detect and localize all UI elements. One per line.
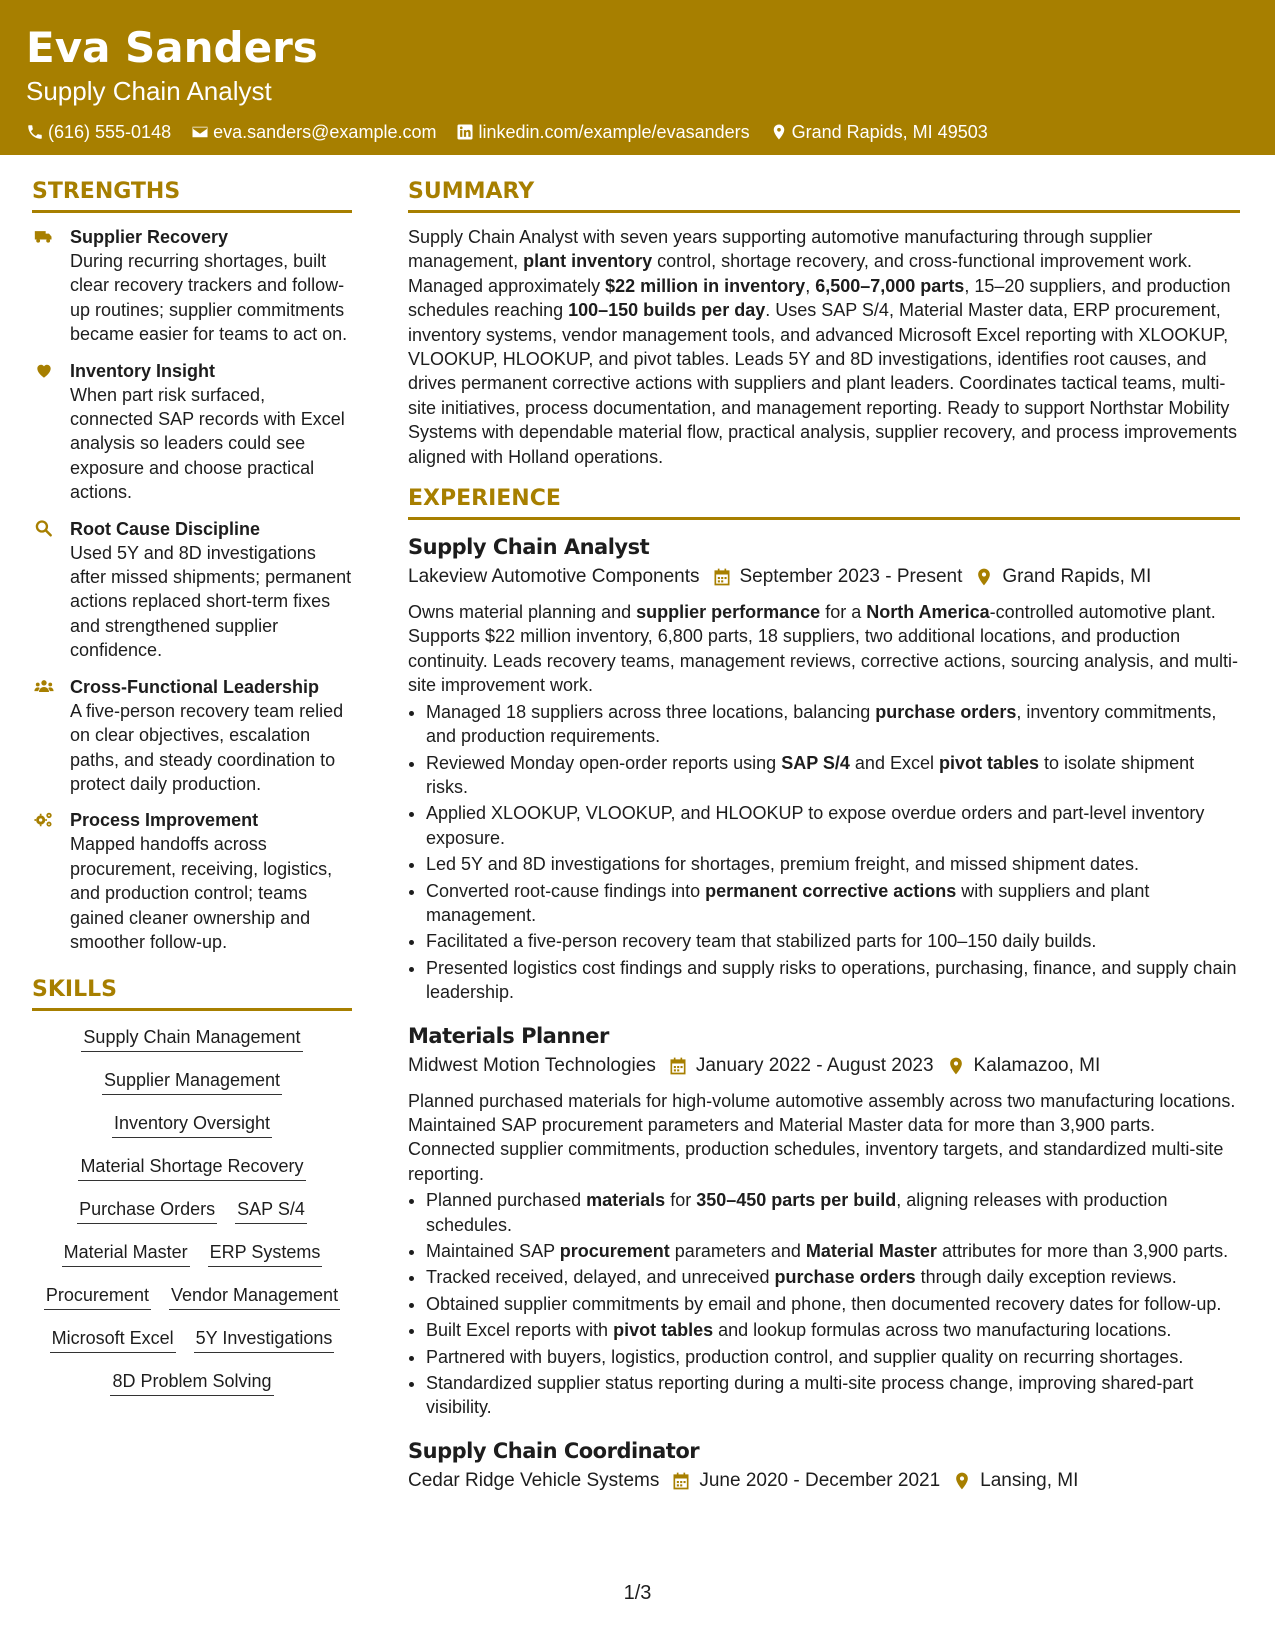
strength-title: Process Improvement — [70, 810, 259, 831]
skill-tag: Material Shortage Recovery — [78, 1154, 305, 1181]
bold-text: 6,500–7,000 parts — [815, 275, 965, 296]
text-segment: and lookup formulas across two manufacturing locations. — [713, 1320, 1172, 1341]
calendar-icon — [712, 567, 732, 587]
skill-tag: Supplier Management — [102, 1068, 282, 1095]
text-segment: , inventory commitments, and production requirements. — [426, 701, 1217, 747]
skill-tag: SAP S/4 — [235, 1197, 307, 1224]
text-segment: Built Excel reports with — [426, 1320, 614, 1341]
strength-item — [32, 808, 352, 954]
contact-location — [770, 120, 988, 144]
job-meta — [408, 1466, 1240, 1496]
text-segment: Maintained SAP — [426, 1241, 560, 1261]
strength-desc: During recurring shortages, built clear recovery trackers and follow-up routines; supplier commitments became easier for teams to act on. — [70, 251, 348, 345]
gears-icon — [32, 810, 56, 830]
contact-email[interactable] — [191, 120, 436, 144]
strength-body — [70, 675, 352, 797]
envelope-icon — [191, 123, 209, 141]
strength-icon-wrap — [32, 517, 58, 663]
list-item — [426, 929, 1240, 953]
text-segment: Planned purchased materials for high-volume automotive assembly across two manufacturing locations. Maintained SAP procurement parameters and Material Master data for more than 3,900 parts. Connected supplier commitments, production schedules, inventory targets, and standardized multi-site reporting. — [408, 1090, 1236, 1184]
bold-text: North America — [866, 602, 990, 623]
map-marker-icon — [770, 123, 788, 141]
text-segment: , aligning releases with production schedules. — [426, 1190, 1168, 1235]
skill-tag: Supply Chain Management — [81, 1025, 302, 1052]
strength-desc: A five-person recovery team relied on clear objectives, escalation paths, and steady coordination to protect daily production. — [70, 700, 344, 794]
text-segment: for a — [820, 602, 867, 623]
list-item — [426, 1318, 1240, 1342]
strengths-list — [32, 225, 352, 954]
users-icon — [32, 677, 56, 697]
strength-icon-wrap — [32, 808, 58, 954]
text-segment: Obtained supplier commitments by email and phone, then documented recovery dates for follow-up. — [426, 1293, 1222, 1314]
bold-text: supplier performance — [636, 602, 821, 623]
list-item — [426, 1239, 1240, 1263]
list-item — [426, 956, 1240, 1005]
bold-text: Material Master — [805, 1241, 937, 1261]
skill-tag: Procurement — [44, 1283, 151, 1310]
list-item — [426, 1292, 1240, 1316]
strength-body — [70, 808, 352, 954]
right-column — [408, 178, 1240, 1512]
job-bullets — [408, 700, 1240, 1005]
strength-item — [32, 359, 352, 505]
calendar-icon — [671, 1471, 691, 1491]
job-title: Supply Chain Analyst — [408, 535, 650, 560]
map-marker-icon — [952, 1471, 972, 1491]
strength-body — [70, 225, 352, 347]
skills-list — [32, 1023, 352, 1396]
text-segment: for — [665, 1190, 697, 1211]
list-item — [426, 1265, 1240, 1289]
strength-title: Inventory Insight — [70, 360, 216, 381]
strength-item — [32, 517, 352, 663]
text-segment: Led 5Y and 8D investigations for shortages, premium freight, and missed shipment dates. — [426, 854, 1140, 875]
text-segment: and Excel — [849, 752, 939, 773]
strength-icon-wrap — [32, 359, 58, 505]
job-dates: September 2023 - Present — [739, 566, 963, 588]
text-segment: control, shortage recovery, and cross-functional improvement work. Managed approximately — [408, 251, 1192, 296]
text-segment: Applied XLOOKUP, VLOOKUP, and HLOOKUP to expose overdue orders and part-level inventory exposure. — [426, 803, 1205, 848]
candidate-role: Supply Chain Analyst — [26, 76, 272, 106]
bold-text: 100–150 builds per day — [568, 300, 766, 321]
strength-icon-wrap — [32, 675, 58, 797]
job-location: Lansing, MI — [980, 1469, 1079, 1491]
job-location: Kalamazoo, MI — [973, 1054, 1101, 1076]
text-segment: attributes for more than 3,900 parts. — [936, 1241, 1229, 1261]
skill-tag: 8D Problem Solving — [110, 1369, 273, 1396]
text-segment: Tracked received, delayed, and unreceived — [426, 1267, 775, 1288]
bold-text: SAP S/4 — [781, 752, 850, 773]
list-item — [426, 801, 1240, 850]
list-item — [426, 751, 1240, 800]
bold-text: $22 million in inventory — [605, 275, 806, 296]
job-meta — [408, 562, 1240, 592]
bold-text: pivot tables — [613, 1320, 714, 1341]
experience-heading: EXPERIENCE — [408, 485, 1240, 520]
job-title: Supply Chain Coordinator — [408, 1438, 700, 1463]
skills-heading: SKILLS — [32, 976, 352, 1011]
experience-list — [408, 532, 1240, 1496]
text-segment: Supply Chain Analyst with seven years supporting automotive manufacturing through supplier management, — [408, 227, 1153, 272]
text-segment: Partnered with buyers, logistics, production control, and supplier quality on recurring shortages. — [426, 1346, 1184, 1367]
skill-tag: Vendor Management — [169, 1283, 340, 1310]
list-item — [426, 1371, 1240, 1420]
skill-tag: Purchase Orders — [77, 1197, 217, 1224]
strength-item — [32, 675, 352, 797]
text-segment: -controlled automotive plant. Supports $22 million inventory, 6,800 parts, 18 suppliers, two additional locations, and production continuity. Leads recovery teams, management reviews, corrective actions, sourcing analysis, and multi-site improvement work. — [408, 602, 1239, 696]
bold-text: purchase orders — [774, 1267, 916, 1288]
list-item — [426, 852, 1240, 876]
job-title: Materials Planner — [408, 1023, 609, 1048]
strength-title: Cross-Functional Leadership — [70, 676, 320, 697]
strength-desc: When part risk surfaced, connected SAP records with Excel analysis so leaders could see exposure and choose practical actions. — [70, 384, 345, 503]
skill-tag: 5Y Investigations — [194, 1326, 335, 1353]
phone-icon — [26, 123, 44, 141]
map-marker-icon — [946, 1056, 966, 1076]
candidate-name: Eva Sanders — [26, 23, 318, 72]
job-location: Grand Rapids, MI — [1002, 566, 1152, 588]
job-dates: June 2020 - December 2021 — [699, 1469, 941, 1491]
bold-text: purchase orders — [875, 701, 1017, 722]
bold-text: plant inventory — [523, 251, 653, 272]
email-text: eva.sanders@example.com — [213, 122, 437, 142]
strength-body — [70, 359, 352, 505]
bold-text: procurement — [559, 1241, 670, 1261]
strength-body — [70, 517, 352, 663]
location-text: Grand Rapids, MI 49503 — [791, 122, 988, 142]
linkedin-icon — [456, 123, 474, 141]
text-segment: Planned purchased — [426, 1190, 587, 1211]
bold-text: pivot tables — [938, 752, 1040, 773]
bold-text: 350–450 parts per build — [696, 1190, 897, 1211]
map-marker-icon — [974, 567, 994, 587]
text-segment: Converted root-cause findings into — [426, 880, 706, 901]
page-number: 1/3 — [623, 1582, 652, 1604]
job-meta — [408, 1051, 1240, 1081]
phone-text: (616) 555-0148 — [48, 122, 172, 142]
search-icon — [32, 519, 56, 539]
contact-phone[interactable] — [26, 120, 171, 144]
strength-item — [32, 225, 352, 347]
text-segment: Reviewed Monday open-order reports using — [426, 752, 782, 773]
list-item — [426, 1345, 1240, 1369]
bold-text: materials — [586, 1190, 666, 1211]
job-company: Midwest Motion Technologies — [408, 1054, 656, 1076]
skill-tag: Material Master — [62, 1240, 190, 1267]
job-entry — [408, 1021, 1240, 1420]
job-description — [408, 1089, 1240, 1187]
strength-icon-wrap — [32, 225, 58, 347]
bold-text: permanent corrective actions — [705, 880, 957, 901]
skill-tag: Inventory Oversight — [112, 1111, 272, 1138]
job-company: Cedar Ridge Vehicle Systems — [408, 1469, 660, 1491]
text-segment: with suppliers and plant management. — [426, 880, 1150, 925]
strength-title: Supplier Recovery — [70, 227, 229, 247]
strengths-heading: STRENGTHS — [32, 178, 352, 213]
job-bullets — [408, 1188, 1240, 1420]
text-segment: Facilitated a five-person recovery team that stabilized parts for 100–150 daily builds. — [426, 931, 1097, 952]
list-item — [426, 700, 1240, 749]
strength-title: Root Cause Discipline — [70, 518, 261, 539]
text-segment: . Uses SAP S/4, Material Master data, ERP procurement, inventory systems, vendor management tools, and advanced Microsoft Excel reporting with XLOOKUP, VLOOKUP, HLOOKUP, and pivot tables. Leads 5Y and 8D investigations, identifies root causes, and drives permanent corrective actions with suppliers and plant leaders. Coordinates tactical teams, multi-site initiatives, process documentation, and management reporting. Ready to support Northstar Mobility Systems with dependable material flow, practical analysis, supplier recovery, and process improvements aligned with Holland operations. — [408, 300, 1238, 467]
text-segment: Standardized supplier status reporting during a multi-site process change, improving shared-part visibility. — [426, 1373, 1194, 1418]
left-column — [32, 178, 352, 1396]
job-description — [408, 600, 1240, 698]
text-segment: , — [805, 275, 816, 296]
contact-bar — [26, 120, 1249, 144]
text-segment: Presented logistics cost findings and supply risks to operations, purchasing, finance, and supply chain leadership. — [426, 957, 1237, 1003]
list-item — [426, 1188, 1240, 1237]
text-segment: Owns material planning and — [408, 602, 637, 623]
job-entry — [408, 1436, 1240, 1496]
job-entry — [408, 532, 1240, 1005]
heart-icon — [32, 361, 56, 381]
job-dates: January 2022 - August 2023 — [695, 1054, 934, 1076]
list-item — [426, 879, 1240, 928]
text-segment: Managed 18 suppliers across three locations, balancing — [426, 701, 876, 722]
skill-tag: ERP Systems — [208, 1240, 323, 1267]
job-company: Lakeview Automotive Components — [408, 566, 700, 588]
resume-header — [0, 0, 1275, 155]
summary-text — [408, 225, 1240, 469]
linkedin-text: linkedin.com/example/evasanders — [478, 122, 750, 142]
text-segment: , 15–20 suppliers, and production schedules reaching — [408, 275, 1231, 321]
truck-icon — [32, 227, 56, 247]
text-segment: through daily exception reviews. — [915, 1267, 1177, 1288]
skill-tag: Microsoft Excel — [50, 1326, 176, 1353]
strength-desc: Used 5Y and 8D investigations after missed shipments; permanent actions replaced short-term fixes and strengthened supplier confidence. — [70, 542, 352, 661]
strength-desc: Mapped handoffs across procurement, receiving, logistics, and production control; teams gained cleaner ownership and smoother follow-up. — [70, 834, 333, 952]
calendar-icon — [668, 1056, 688, 1076]
summary-heading: SUMMARY — [408, 178, 1240, 213]
text-segment: parameters and — [669, 1241, 806, 1261]
text-segment: to isolate shipment risks. — [426, 752, 1195, 797]
contact-linkedin[interactable] — [456, 120, 749, 144]
